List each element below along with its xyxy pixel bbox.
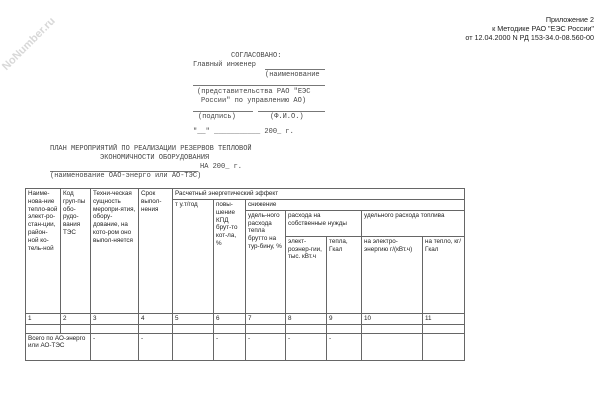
total-cell: - [327,333,362,360]
total-cell: - [286,333,327,360]
header-teplo: тепла, Гкал [327,236,362,313]
header-effect: Расчетный энергетический эффект [173,189,465,200]
header-code: Код груп-пы обо-рудо-вания ТЭС [61,189,91,314]
signature-line [265,69,325,70]
col-number: 2 [61,313,91,324]
total-cell [423,333,465,360]
total-cell [362,333,423,360]
col-number: 3 [91,313,139,324]
fio-hint: (Ф.И.О.) [270,113,304,121]
header-fuel: удельного расхода топлива [362,210,465,236]
total-label: Всего по АО-энерго или АО-ТЭС [26,333,91,360]
header-reduce: снижение [246,200,465,211]
col-number: 7 [246,313,286,324]
signature-line [258,111,325,112]
header-tech: Техни-ческая сущность меропри-ятия, обору-дование, на кото-ром оно выпол-няется [91,189,139,314]
header-station: Наиме-нова-ние тепло-вой элект-ро-стан-ции, район-ной ко-тель-ной [26,189,61,314]
col-number: 9 [327,313,362,324]
number-row [26,313,465,324]
plan-year: НА 200_ г. [200,163,243,171]
header-elec: элект-роэнер-гии, тыс. кВт.ч [286,236,327,313]
total-cell: - [91,333,139,360]
col-number: 6 [214,313,246,324]
col-number: 1 [26,313,61,324]
header-fuel-heat: на тепло, кг/Гкал [423,236,465,313]
appendix-line: от 12.04.2000 N РД 153-34.0-08.560-00 [465,33,594,42]
col-number: 10 [362,313,423,324]
header-t: т у.т/год [173,200,214,314]
col-number: 11 [423,313,465,324]
watermark: NoNumber.ru [0,15,58,73]
appendix-line: Приложение 2 [545,15,594,24]
table-row [26,324,465,333]
header-kpd: повы-шение КПД брут-то кот-ла, % [214,200,246,314]
total-cell: - [246,333,286,360]
header-term: Срок выпол-нения [139,189,173,314]
representative-hint: России" по управлению АО) [201,97,307,105]
org-hint: (наименование ОАО-энерго или АО-ТЭС) [50,172,202,180]
measures-table [25,188,465,361]
appendix-line: к Методике РАО "ЕЭС России" [492,24,594,33]
col-number: 5 [173,313,214,324]
col-number: 4 [139,313,173,324]
appendix-note [465,15,594,42]
header-own-needs: расхода на собственные нужды [286,210,362,236]
plan-title: ПЛАН МЕРОПРИЯТИЙ ПО РЕАЛИЗАЦИИ РЕЗЕРВОВ ТЕПЛОВОЙ [50,145,252,153]
total-cell [173,333,214,360]
total-cell: - [139,333,173,360]
chief-engineer-label: Главный инженер [193,61,257,69]
name-hint: (наименование [265,71,320,79]
header-heat: удель-ного расхода тепла брутто на тур-бину, % [246,210,286,313]
approval-title: СОГЛАСОВАНО: [231,52,282,60]
plan-title: ЭКОНОМИЧНОСТИ ОБОРУДОВАНИЯ [100,154,210,162]
signature-line [193,111,253,112]
header-fuel-elec: на электро-энергию г/(кВт.ч) [362,236,423,313]
representative-hint: (представительства РАО "ЕЭС [197,88,311,96]
approval-date: "__" ___________ 200_ г. [193,128,294,136]
signature-line [193,85,325,86]
total-row [26,333,465,360]
signature-hint: (подпись) [198,113,236,121]
col-number: 8 [286,313,327,324]
total-cell: - [214,333,246,360]
